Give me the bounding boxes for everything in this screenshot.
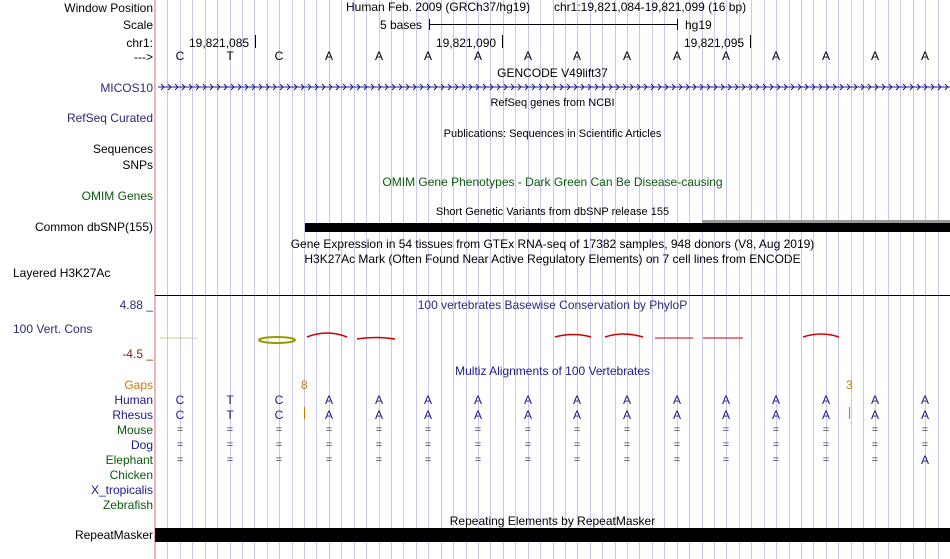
alignment-base: C	[274, 393, 284, 407]
alignment-base: =	[722, 424, 730, 436]
alignment-base: =	[822, 454, 830, 466]
alignment-base: A	[672, 408, 681, 422]
gap-marker-1	[304, 407, 305, 419]
alignment-base: A	[523, 393, 532, 407]
alignment-base: =	[275, 454, 283, 466]
scale-bar-text: 5 bases	[380, 18, 423, 32]
omim-title: OMIM Gene Phenotypes - Dark Green Can Be Disease-causing	[382, 175, 723, 189]
alignment-base: =	[424, 424, 432, 436]
alignment-base: =	[921, 424, 929, 436]
gencode-title: GENCODE V49lift37	[497, 66, 608, 80]
reference-base: C	[175, 49, 185, 63]
dbsnp-variant-bar[interactable]	[305, 223, 950, 232]
alignment-base: =	[325, 424, 333, 436]
repeatmasker-title: Repeating Elements by RepeatMasker	[449, 514, 656, 528]
track-label-micos10[interactable]: MICOS10	[100, 81, 153, 95]
reference-base: A	[672, 49, 681, 63]
reference-base: A	[473, 49, 482, 63]
species-label: Zebrafish	[102, 498, 153, 512]
alignment-base: A	[572, 408, 581, 422]
alignment-base: C	[274, 408, 284, 422]
phylop-title: 100 vertebrates Basewise Conservation by PhyloP	[417, 298, 688, 312]
alignment-base: C	[175, 393, 185, 407]
track-label-snps[interactable]: SNPs	[122, 158, 153, 172]
alignment-base: T	[226, 408, 234, 422]
h3k27ac-baseline	[155, 295, 950, 296]
track-image-area[interactable]	[155, 0, 950, 559]
alignment-base: =	[375, 439, 383, 451]
phylop-wiggle[interactable]	[155, 328, 950, 348]
alignment-base: A	[920, 453, 929, 467]
strand-arrow-label: --->	[134, 50, 153, 64]
dbsnp-title: Short Genetic Variants from dbSNP release 155	[435, 206, 670, 218]
species-label: Human	[114, 393, 153, 407]
alignment-base: A	[473, 393, 482, 407]
alignment-base: =	[673, 439, 681, 451]
scale-label: Scale	[122, 18, 153, 32]
alignment-base: =	[176, 454, 184, 466]
alignment-base: =	[226, 439, 234, 451]
track-label-refseq[interactable]: RefSeq Curated	[66, 111, 153, 125]
species-label: Chicken	[109, 468, 153, 482]
alignment-base: =	[375, 424, 383, 436]
reference-base: T	[226, 49, 234, 63]
reference-base: A	[920, 49, 929, 63]
alignment-base: =	[871, 439, 879, 451]
alignment-base: =	[325, 454, 333, 466]
track-label-omim[interactable]: OMIM Genes	[81, 189, 153, 203]
scale-bar-left-tick	[429, 19, 430, 30]
alignment-base: A	[920, 408, 929, 422]
alignment-base: A	[374, 408, 383, 422]
reference-base: A	[771, 49, 780, 63]
alignment-base: =	[474, 454, 482, 466]
reference-base: A	[572, 49, 581, 63]
coord-label-1: 19,821,085	[189, 36, 250, 50]
coord-label-2: 19,821,090	[436, 36, 497, 50]
alignment-base: A	[572, 393, 581, 407]
alignment-base: A	[721, 393, 730, 407]
publications-title: Publications: Sequences in Scientific Articles	[443, 128, 662, 140]
scale-bar-right-tick	[677, 19, 678, 30]
alignment-base: =	[474, 424, 482, 436]
alignment-base: =	[772, 439, 780, 451]
alignment-base: =	[673, 454, 681, 466]
species-label: Dog	[130, 438, 153, 452]
species-label: Elephant	[105, 453, 153, 467]
reference-base: C	[274, 49, 284, 63]
alignment-base: =	[375, 454, 383, 466]
alignment-base: A	[721, 408, 730, 422]
gaps-label: Gaps	[124, 378, 153, 392]
track-label-sequences[interactable]: Sequences	[92, 142, 153, 156]
species-label: Rhesus	[112, 408, 153, 422]
gap-count-2: 3	[846, 378, 853, 392]
alignment-base: =	[524, 454, 532, 466]
alignment-base: A	[821, 408, 830, 422]
alignment-base: =	[722, 439, 730, 451]
alignment-base: =	[275, 424, 283, 436]
alignment-base: =	[722, 454, 730, 466]
scale-db: hg19	[685, 18, 712, 32]
alignment-base: =	[424, 439, 432, 451]
track-label-repeatmasker[interactable]: RepeatMasker	[74, 528, 153, 542]
gap-count-1: 8	[301, 378, 308, 392]
window-position-label: Window Position	[64, 1, 153, 15]
alignment-base: A	[821, 393, 830, 407]
species-label: Mouse	[116, 423, 153, 437]
alignment-base: =	[772, 424, 780, 436]
phylop-min-label: -4.5 _	[122, 347, 153, 361]
alignment-base: =	[524, 439, 532, 451]
alignment-base: =	[673, 424, 681, 436]
dbsnp-variant-bar-grey[interactable]	[702, 220, 950, 223]
refseq-title: RefSeq genes from NCBI	[490, 97, 615, 109]
alignment-base: A	[622, 408, 631, 422]
alignment-base: =	[623, 439, 631, 451]
alignment-base: =	[822, 439, 830, 451]
reference-base: A	[423, 49, 432, 63]
alignment-base: A	[622, 393, 631, 407]
alignment-base: A	[870, 408, 879, 422]
alignment-base: =	[573, 439, 581, 451]
alignment-base: A	[771, 408, 780, 422]
alignment-base: =	[623, 424, 631, 436]
alignment-base: T	[226, 393, 234, 407]
reference-base: A	[870, 49, 879, 63]
alignment-base: A	[324, 393, 333, 407]
alignment-base: C	[175, 408, 185, 422]
chr-label: chr1:	[126, 36, 153, 50]
alignment-base: =	[921, 439, 929, 451]
coord-tick-1	[255, 35, 256, 48]
micos10-gene-feature[interactable]	[155, 82, 950, 92]
alignment-base: =	[871, 454, 879, 466]
alignment-base: A	[473, 408, 482, 422]
reference-base: A	[821, 49, 830, 63]
position-title: chr1:19,821,084-19,821,099 (16 bp)	[554, 0, 747, 14]
alignment-base: =	[871, 424, 879, 436]
species-label: X_tropicalis	[90, 483, 153, 497]
alignment-base: A	[920, 393, 929, 407]
alignment-base: =	[226, 424, 234, 436]
alignment-base: A	[523, 408, 532, 422]
scale-bar	[429, 24, 677, 25]
alignment-base: A	[324, 408, 333, 422]
repeatmasker-bar[interactable]	[155, 528, 950, 542]
reference-base: A	[324, 49, 333, 63]
reference-base: A	[523, 49, 532, 63]
assembly-title: Human Feb. 2009 (GRCh37/hg19)	[346, 0, 531, 14]
alignment-base: =	[772, 454, 780, 466]
alignment-base: =	[573, 424, 581, 436]
gap-marker-2	[849, 407, 850, 419]
coord-tick-2	[502, 35, 503, 48]
alignment-base: =	[623, 454, 631, 466]
alignment-base: =	[524, 424, 532, 436]
alignment-base: =	[573, 454, 581, 466]
multiz-title: Multiz Alignments of 100 Vertebrates	[455, 364, 650, 378]
alignment-base: =	[176, 439, 184, 451]
alignment-base: A	[423, 408, 432, 422]
alignment-base: =	[424, 454, 432, 466]
track-label-h3k27ac[interactable]: Layered H3K27Ac	[13, 266, 111, 280]
track-label-dbsnp[interactable]: Common dbSNP(155)	[34, 220, 153, 234]
alignment-base: A	[374, 393, 383, 407]
gtex-title: Gene Expression in 54 tissues from GTEx RNA-seq of 17382 samples, 948 donors (V8, Aug 2019)	[290, 237, 815, 251]
phylop-max-label: 4.88 _	[119, 298, 153, 312]
alignment-base: A	[672, 393, 681, 407]
alignment-base: =	[822, 424, 830, 436]
alignment-base: =	[176, 424, 184, 436]
h3k27ac-title: H3K27Ac Mark (Often Found Near Active Regulatory Elements) on 7 cell lines from ENCODE	[304, 252, 801, 266]
coord-label-3: 19,821,095	[684, 36, 745, 50]
alignment-base: A	[423, 393, 432, 407]
reference-base: A	[721, 49, 730, 63]
reference-base: A	[374, 49, 383, 63]
alignment-base: =	[226, 454, 234, 466]
alignment-base: A	[771, 393, 780, 407]
track-label-vert-cons[interactable]: 100 Vert. Cons	[13, 322, 93, 336]
alignment-base: =	[275, 439, 283, 451]
coord-tick-3	[750, 35, 751, 48]
reference-base: A	[622, 49, 631, 63]
alignment-base: =	[325, 439, 333, 451]
alignment-base: A	[870, 393, 879, 407]
alignment-base: =	[474, 439, 482, 451]
